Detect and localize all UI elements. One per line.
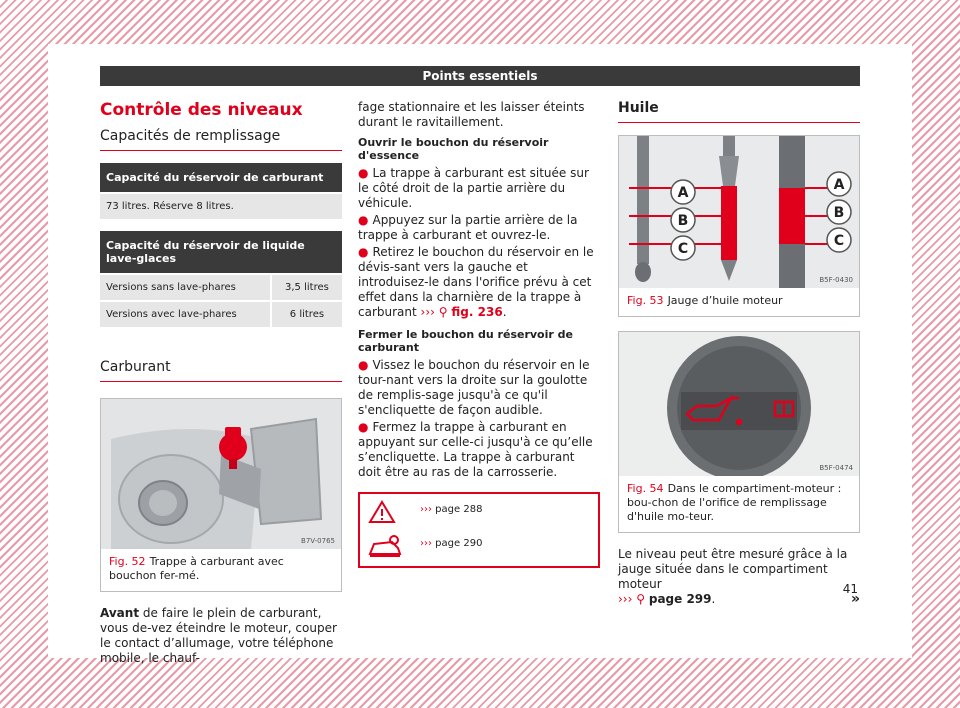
table-cell: 6 litres (271, 301, 342, 328)
svg-text:C: C (677, 241, 689, 257)
table-cell: Versions avec lave-phares (100, 301, 271, 328)
list-item (358, 213, 600, 243)
figure-53 (618, 135, 860, 317)
figure-caption-text: Trappe à carburant avec bouchon fer-mé. (109, 555, 284, 582)
paragraph-lead: Avant (100, 606, 140, 620)
subheading-open-cap: Ouvrir le bouchon du réservoir d'essence (358, 136, 549, 162)
bullet-icon: ● (358, 166, 369, 180)
left-column (100, 100, 342, 672)
fuel-capacity-table (100, 163, 342, 221)
bullet-icon: ● (358, 245, 369, 259)
subheading-close-cap: Fermer le bouchon du réservoir de carburant (358, 328, 573, 354)
list-item (358, 166, 600, 211)
warning-box (358, 492, 600, 568)
bullet-icon: ● (358, 358, 369, 372)
figure-code: B7V-0765 (301, 537, 335, 545)
svg-text:A: A (833, 177, 845, 193)
list-item: ● Retirez le bouchon du réservoir en le dévis-sant vers la gauche et introduisez-le dans l'orifice prévu à cet effet dans la charnière de la trappe à carburant ››› ⚲ fig. 236. (358, 245, 594, 319)
figure-code: B5F-0474 (819, 464, 853, 472)
paragraph-text: de faire le plein de carburant, vous de-vez éteindre le moteur, couper le contact d’allumage, votre téléphone mobile, le chauf- (100, 606, 337, 665)
svg-text:C: C (833, 233, 845, 249)
arrows-icon: ››› (420, 305, 435, 319)
arrows-icon: ››› (618, 592, 633, 606)
figure-reference-link[interactable]: fig. 236 (451, 305, 503, 319)
warning-triangle-icon (368, 500, 396, 527)
list-item (358, 420, 600, 480)
figure-52 (100, 398, 342, 592)
page-sheet (48, 44, 912, 665)
fuel-flap-illustration (101, 399, 341, 549)
figure-number: Fig. 53 (627, 294, 664, 307)
middle-column (358, 100, 600, 568)
table-row (100, 301, 342, 328)
page-reference[interactable]: ››› page 290 (420, 538, 483, 549)
page-reference-link[interactable]: page 299 (648, 592, 712, 606)
section-heading-capacities: Capacités de remplissage (100, 128, 342, 151)
list-item-text: Appuyez sur la partie arrière de la trappe à carburant et ouvrez-le. (358, 213, 578, 242)
figure-ref-icon: ⚲ (636, 592, 646, 606)
dipstick-illustration (619, 136, 859, 288)
list-item (358, 358, 600, 418)
figure-caption (619, 288, 859, 316)
arrows-icon: ››› (420, 504, 432, 515)
oil-cap-illustration (619, 332, 859, 476)
figure-caption (101, 549, 341, 591)
table-cell: Versions sans lave-phares (100, 274, 271, 301)
list-item-text: Retirez le bouchon du réservoir en le dévis-sant vers la gauche et introduisez-le dans l'orifice prévu à cet effet dans la charnière de la trappe à carburant (358, 245, 594, 319)
car-wrench-icon (368, 534, 404, 563)
bullet-icon: ● (358, 213, 369, 227)
table-cell: 73 litres. Réserve 8 litres. (100, 193, 342, 220)
washer-capacity-table (100, 231, 342, 329)
section-heading-oil: Huile (618, 100, 860, 123)
paragraph-text: Le niveau peut être mesuré grâce à la jauge située dans le compartiment moteur (618, 547, 848, 591)
list-item-text: La trappe à carburant est située sur le côté droit de la partie arrière du véhicule. (358, 166, 589, 210)
figure-ref-icon: ⚲ (438, 305, 448, 319)
page-number: 41 (842, 582, 858, 596)
continue-marker: » (850, 591, 860, 607)
section-heading-fuel: Carburant (100, 359, 342, 382)
figure-number: Fig. 54 (627, 482, 664, 495)
table-header: Capacité du réservoir de liquide lave-glaces (100, 231, 342, 274)
page-reference[interactable]: ››› page 288 (420, 504, 483, 515)
table-cell: 3,5 litres (271, 274, 342, 301)
figure-54 (618, 331, 860, 533)
paragraph: Le niveau peut être mesuré grâce à la jauge située dans le compartiment moteur ››› ⚲ page 299. » (618, 547, 860, 607)
table-header: Capacité du réservoir de carburant (100, 163, 342, 193)
figure-code: B5F-0430 (819, 276, 853, 284)
table-row (100, 274, 342, 301)
list-item-text: Vissez le bouchon du réservoir en le tour-nant vers la droite sur la goulotte de remplis-sage jusqu'à ce qu'il s'encliquette de façon audible. (358, 358, 590, 417)
figure-caption (619, 476, 859, 532)
right-column (618, 100, 860, 613)
list-item-text: Fermez la trappe à carburant en appuyant sur celle-ci jusqu'à ce qu’elle s’encliquette. La trappe à carburant doit être au ras de la carrosserie. (358, 420, 593, 479)
arrows-icon: ››› (420, 538, 432, 549)
svg-text:B: B (833, 205, 845, 221)
figure-number: Fig. 52 (109, 555, 146, 568)
paragraph: fage stationnaire et les laisser éteints durant le ravitaillement. (358, 100, 585, 129)
svg-text:A: A (677, 185, 689, 201)
bullet-icon: ● (358, 420, 369, 434)
svg-text:B: B (677, 213, 689, 229)
figure-caption-text: Dans le compartiment-moteur : bou-chon de l'orifice de remplissage d'huile mo-teur. (627, 482, 842, 523)
figure-caption-text: Jauge d’huile moteur (667, 294, 783, 307)
paragraph (100, 606, 342, 666)
page-title: Contrôle des niveaux (100, 100, 303, 120)
section-header-bar: Points essentiels (100, 66, 860, 86)
